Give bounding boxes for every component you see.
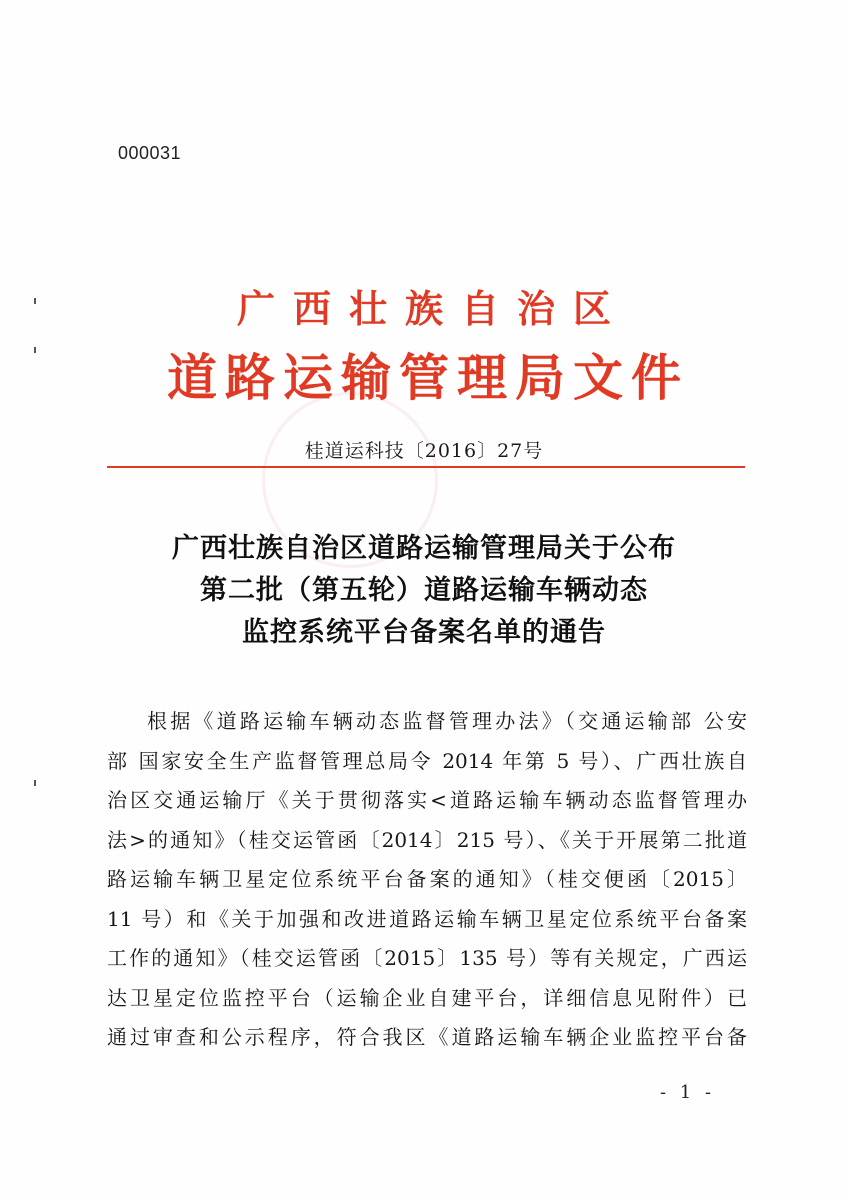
- issuer-name-line1: 广西壮族自治区: [236, 287, 629, 331]
- body-line: 治区交通运输厅《关于贯彻落实<道路运输车辆动态监督管理办: [107, 788, 747, 812]
- title-line: 第二批（第五轮）道路运输车辆动态: [200, 575, 648, 606]
- issuer-name-line2: 道路运输管理局文件: [167, 349, 689, 407]
- body-line: 根据《道路运输车辆动态监督管理办法》（交通运输部 公安: [147, 709, 747, 733]
- document-serial-number: 000031: [118, 143, 182, 163]
- body-line: 达卫星定位监控平台（运输企业自建平台，详细信息见附件）已: [107, 985, 747, 1010]
- body-line: 法>的通知》（桂交运管函〔2014〕215 号）、《关于开展第二批道: [107, 827, 747, 852]
- red-separator-rule: [107, 466, 745, 468]
- title-line: 广西壮族自治区道路运输管理局关于公布: [172, 533, 676, 564]
- document-title: [0, 528, 848, 654]
- body-paragraph: [107, 702, 747, 1058]
- body-line: 11 号）和《关于加强和改进道路运输车辆卫星定位系统平台备案: [107, 906, 747, 931]
- page-number: - 1 -: [660, 1082, 716, 1103]
- title-line: 监控系统平台备案名单的通告: [242, 617, 606, 648]
- body-line: 路运输车辆卫星定位系统平台备案的通知》（桂交便函〔2015〕: [107, 867, 747, 891]
- body-line: 通过审查和公示程序，符合我区《道路运输车辆企业监控平台备: [107, 1025, 747, 1049]
- body-line: 工作的通知》（桂交运管函〔2015〕135 号）等有关规定，广西运: [107, 946, 747, 970]
- body-line: 部 国家安全生产监督管理总局令 2014 年第 5 号）、广西壮族自: [107, 748, 747, 773]
- document-number: 桂道运科技〔2016〕27号: [304, 440, 544, 462]
- margin-mark: [34, 780, 36, 786]
